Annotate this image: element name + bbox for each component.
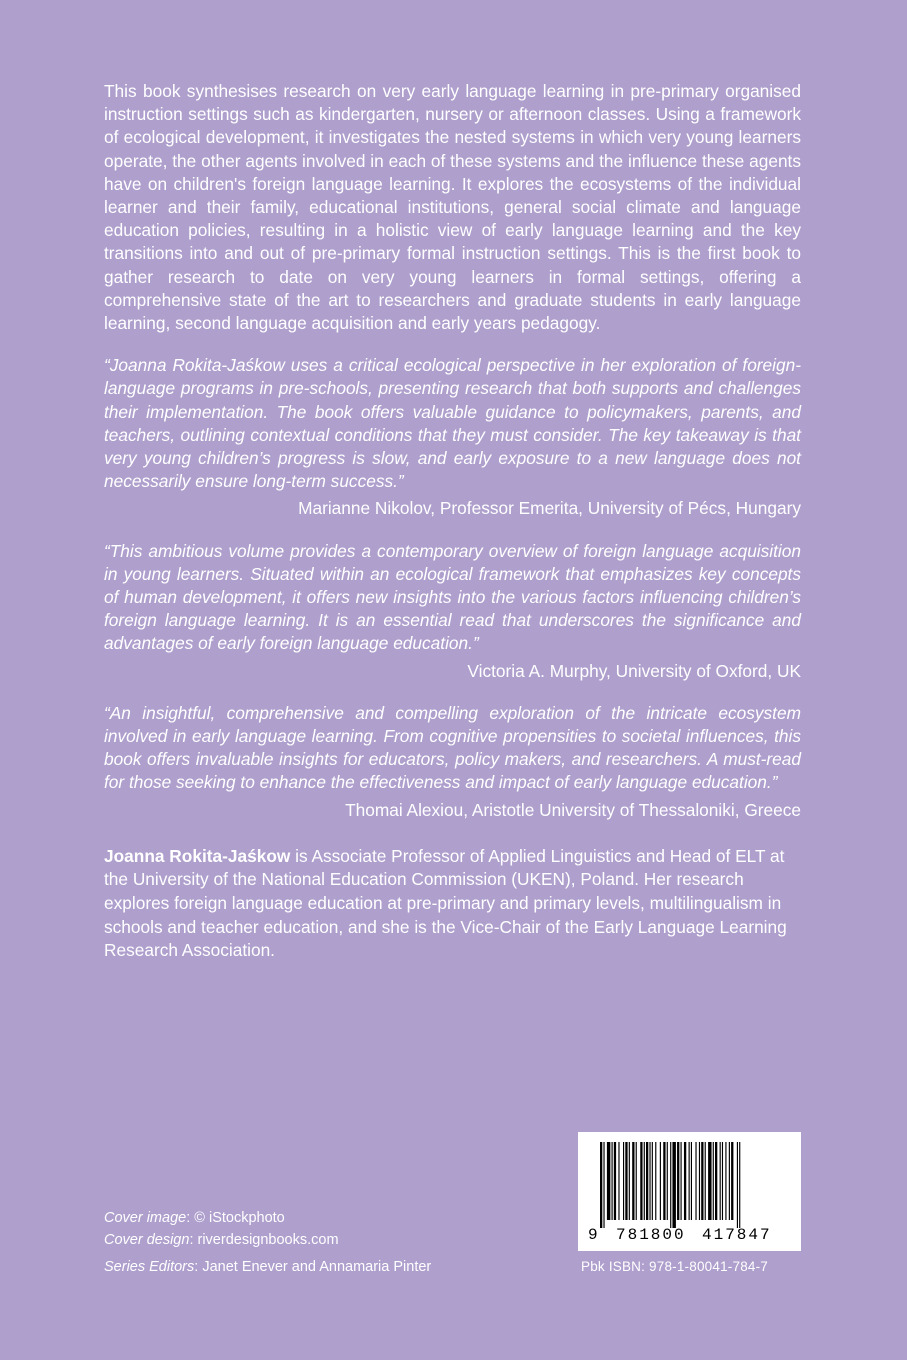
barcode-bar	[670, 1142, 671, 1228]
barcode-bar	[705, 1142, 706, 1220]
barcode-bar	[667, 1142, 668, 1220]
endorsement-attribution-3: Thomai Alexiou, Aristotle University of Thessaloniki, Greece	[345, 799, 801, 820]
endorsement-attribution-2: Victoria A. Murphy, University of Oxford, UK	[467, 660, 801, 681]
barcode-bar	[699, 1142, 700, 1220]
barcode-bar	[646, 1142, 648, 1220]
author-bio	[104, 845, 801, 963]
barcode-bar	[636, 1142, 637, 1220]
endorsement-quote-1: “Joanna Rokita-Jaśkow uses a critical ecological perspective in her exploration of foreign-language programs in pre-schools, presenting research that both supports and challenges their implementation. The book offers valuable guidance to policymakers, parents, and teachers, outlining contextual conditions that they must consider. The key takeaway is that very young children’s progress is slow, and early exposure to a new language does not necessarily ensure long-term success.”	[104, 355, 801, 492]
barcode-bar	[681, 1142, 682, 1220]
barcode-bar	[600, 1142, 602, 1228]
barcode-bar	[708, 1142, 711, 1220]
barcode-bar	[715, 1142, 717, 1220]
cover-credits	[104, 1207, 339, 1251]
barcode-bar	[689, 1142, 690, 1220]
barcode-bar	[660, 1142, 661, 1220]
isbn-text: Pbk ISBN: 978-1-80041-784-7	[581, 1259, 769, 1274]
barcode-bar	[655, 1142, 656, 1220]
barcode-bar	[625, 1142, 627, 1220]
barcode-bar	[677, 1142, 679, 1220]
barcode-bar	[618, 1142, 619, 1220]
barcode-bar	[614, 1142, 616, 1220]
barcode-bar	[701, 1142, 703, 1220]
barcode-bar	[640, 1142, 642, 1220]
barcode-bar	[652, 1142, 653, 1220]
barcode-graphic	[578, 1132, 801, 1251]
endorsement-quote-3: “An insightful, comprehensive and compelling exploration of the intricate ecosystem involved in early language learning. From cognitive propensities to societal influences, this book offers invaluable insights for educators, policy makers, and researchers. A must-read for those seeking to enhance the effectiveness and impact of early language education.”	[104, 702, 801, 793]
endorsement-attribution-1: Marianne Nikolov, Professor Emerita, University of Pécs, Hungary	[298, 498, 801, 519]
barcode-bar	[649, 1142, 650, 1220]
isbn-barcode	[578, 1132, 801, 1251]
barcode-bar	[695, 1142, 696, 1220]
barcode-bar	[737, 1142, 738, 1228]
barcode-bar	[691, 1142, 692, 1220]
barcode-digit-first: 9	[588, 1226, 598, 1244]
barcode-bar	[603, 1142, 604, 1228]
barcode-digits-left: 781800	[616, 1226, 686, 1244]
barcode-bar	[672, 1142, 675, 1228]
barcode-bar	[607, 1142, 610, 1220]
barcode-bar	[629, 1142, 630, 1220]
barcode-bar	[684, 1142, 686, 1220]
barcode-bar	[731, 1142, 733, 1220]
back-cover-text	[104, 80, 801, 963]
barcode-bar	[739, 1142, 740, 1228]
barcode-bar	[725, 1142, 726, 1220]
barcode-bar	[663, 1142, 665, 1220]
barcode-bar	[644, 1142, 645, 1220]
barcode-bar	[722, 1142, 723, 1220]
cover-image-credit: Cover image: © iStockphoto	[104, 1210, 285, 1226]
endorsement-quote-2: “This ambitious volume provides a contemporary overview of foreign language acquisition in young learners. Situated within an ecological framework that emphasizes key concepts of human development, it offers new insights into the various factors influencing children’s foreign language learning. It is an essential read that underscores the significance and advantages of early foreign language education.”	[104, 540, 801, 654]
cover-design-credit: Cover design: riverdesignbooks.com	[104, 1232, 339, 1248]
barcode-bar	[729, 1142, 730, 1220]
barcode-bar	[612, 1142, 613, 1220]
barcode-digits-right: 417847	[702, 1226, 772, 1244]
author-name: Joanna Rokita-Jaśkow	[104, 845, 291, 866]
author-bio-text: is Associate Professor of Applied Linguistics and Head of ELT at the University of the National Education Commission (UKEN), Poland. Her research explores foreign language education at pre-primary and primary levels, multilingualism in schools and teacher education, and she is the Vice-Chair of the Early Language Learning Research Association.	[104, 845, 787, 961]
barcode-bar	[720, 1142, 721, 1220]
barcode-bar	[623, 1142, 624, 1220]
barcode-bar	[713, 1142, 714, 1220]
barcode-bar	[632, 1142, 634, 1220]
series-editors: Series Editors: Janet Enever and Annamaria Pinter	[104, 1259, 432, 1275]
book-description: This book synthesises research on very early language learning in pre-primary organised instruction settings such as kindergarten, nursery or afternoon classes. Using a framework of ecological development, it investigates the nested systems in which very young learners operate, the other agents involved in each of these systems and the influence these agents have on children's foreign language learning. It explores the ecosystems of the individual learner and their family, educational institutions, general social climate and language education policies, resulting in a holistic view of early language learning and the key transitions into and out of pre-primary formal instruction settings. This is the first book to gather research to date on very young learners in formal settings, offering a comprehensive state of the art to researchers and graduate students in early language learning, second language acquisition and early years pedagogy.	[104, 81, 801, 334]
